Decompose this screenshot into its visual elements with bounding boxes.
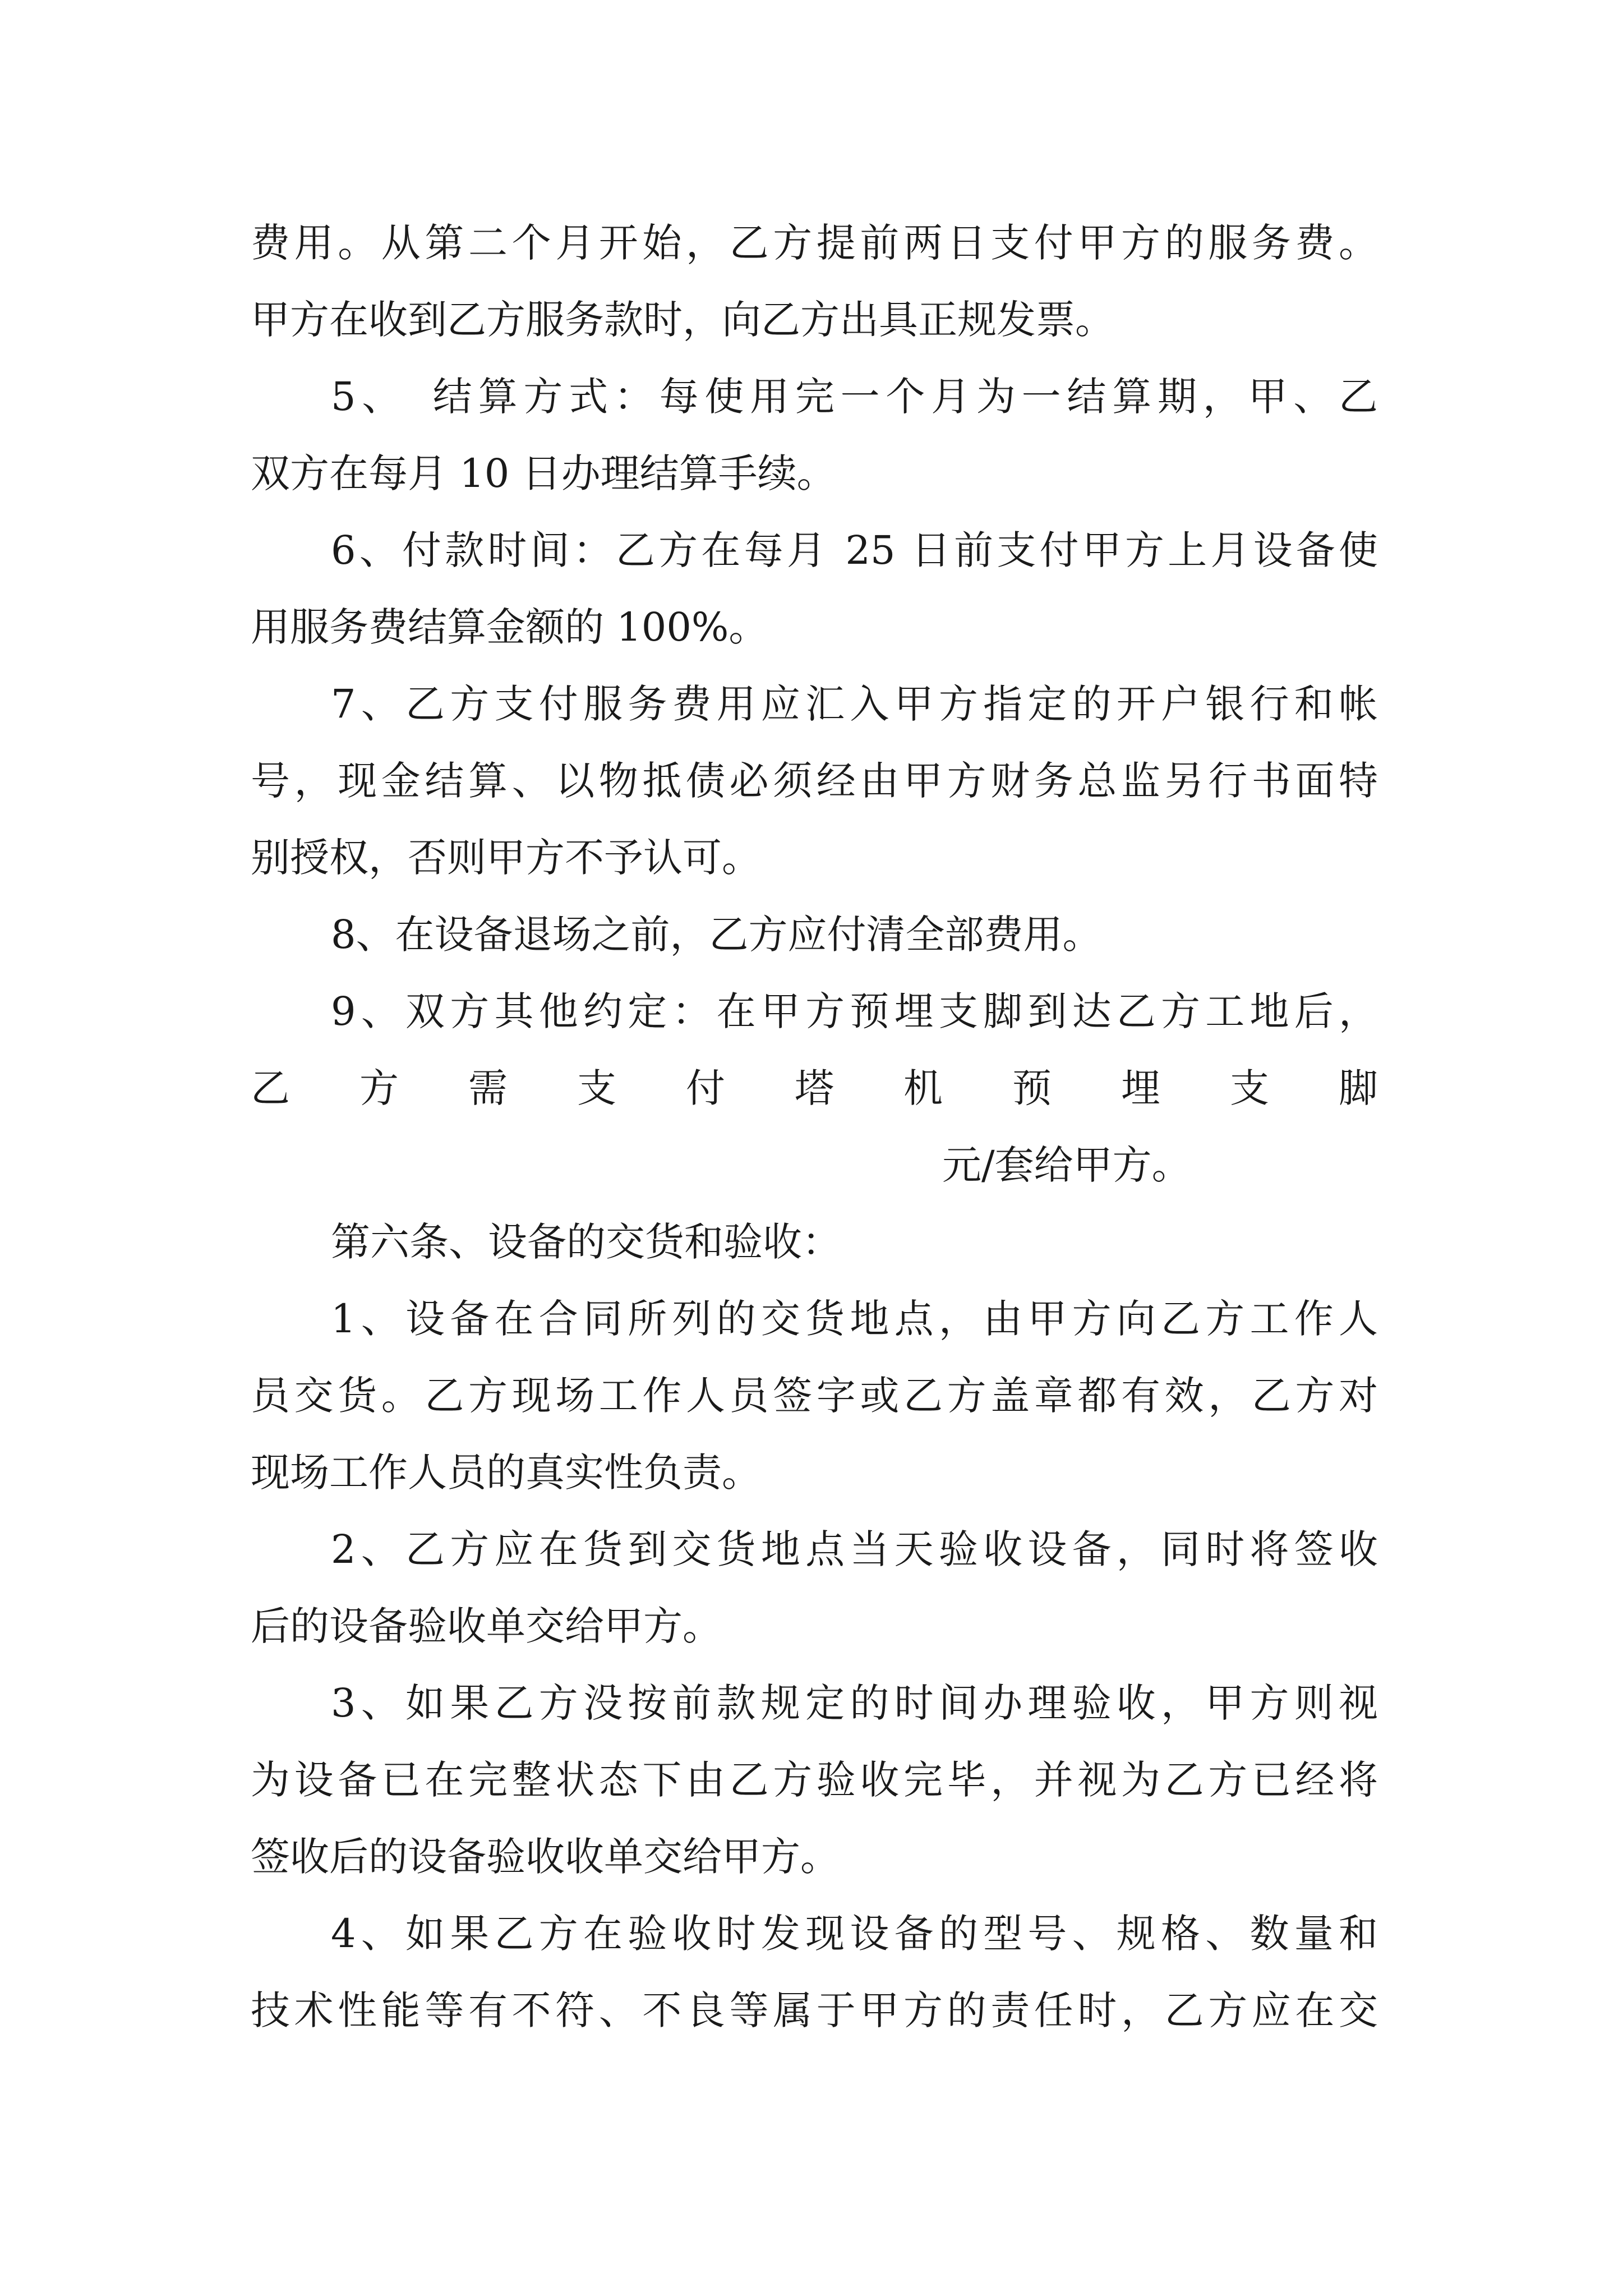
text-line: 技术性能等有不符、不良等属于甲方的责任时，乙方应在交 xyxy=(251,1987,1378,2033)
text-line: 费用。从第二个月开始，乙方提前两日支付甲方的服务费。 xyxy=(251,220,1378,266)
text-line: 为设备已在完整状态下由乙方验收完毕，并视为乙方已经将 xyxy=(251,1757,1378,1803)
text-line: 别授权，否则甲方不予认可。 xyxy=(251,835,761,881)
text-line: 1、设备在合同所列的交货地点，由甲方向乙方工作人 xyxy=(331,1296,1378,1342)
section-heading: 第六条、设备的交货和验收： xyxy=(331,1219,841,1265)
text-line: 8、在设备退场之前，乙方应付清全部费用。 xyxy=(331,912,1102,958)
text-line: 现场工作人员的真实性负责。 xyxy=(251,1450,761,1496)
text-line: 员交货。乙方现场工作人员签字或乙方盖章都有效，乙方对 xyxy=(251,1373,1378,1419)
text-line: 后的设备验收单交给甲方。 xyxy=(251,1603,722,1649)
text-line: 9、双方其他约定：在甲方预埋支脚到达乙方工地后， xyxy=(331,988,1378,1034)
text-line: 3、如果乙方没按前款规定的时间办理验收，甲方则视 xyxy=(331,1680,1378,1726)
text-line: 元/套给甲方。 xyxy=(942,1142,1191,1188)
text-line: 乙 方 需 支 付 塔 机 预 埋 支 脚 xyxy=(251,1065,1378,1111)
text-line: 6、付款时间：乙方在每月 25 日前支付甲方上月设备使 xyxy=(331,527,1378,573)
text-line: 甲方在收到乙方服务款时，向乙方出具正规发票。 xyxy=(251,297,1114,343)
text-line: 签收后的设备验收收单交给甲方。 xyxy=(251,1834,840,1880)
text-line: 5、 结算方式：每使用完一个月为一结算期，甲、乙 xyxy=(331,374,1378,420)
text-line: 双方在每月 10 日办理结算手续。 xyxy=(251,450,836,496)
text-line: 号，现金结算、以物抵债必须经由甲方财务总监另行书面特 xyxy=(251,758,1378,804)
text-line: 用服务费结算金额的 100%。 xyxy=(251,604,768,650)
text-line: 2、乙方应在货到交货地点当天验收设备，同时将签收 xyxy=(331,1526,1378,1572)
text-line: 4、如果乙方在验收时发现设备的型号、规格、数量和 xyxy=(331,1911,1378,1957)
text-line: 7、乙方支付服务费用应汇入甲方指定的开户银行和帐 xyxy=(331,681,1378,727)
